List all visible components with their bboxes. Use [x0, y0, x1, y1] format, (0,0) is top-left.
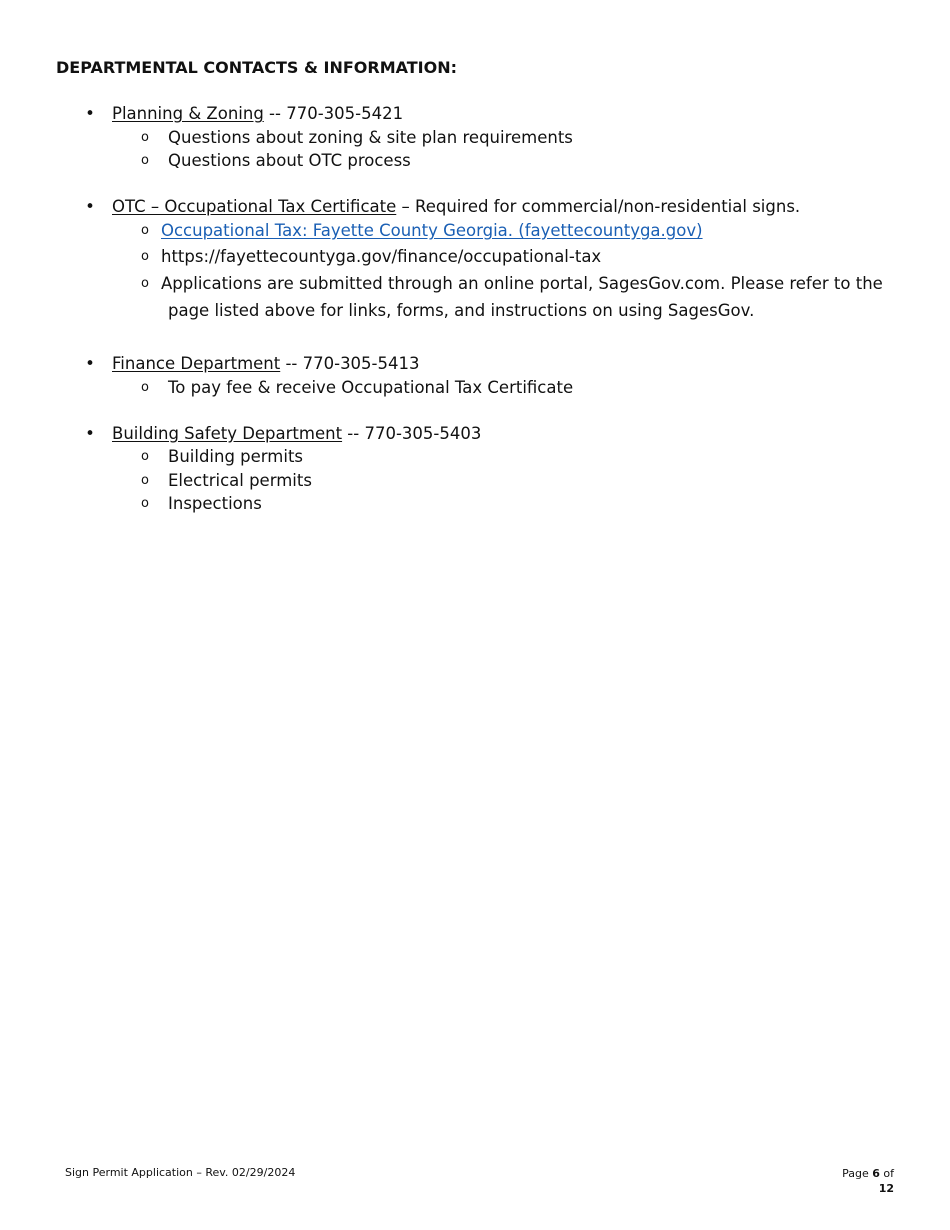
occupational-tax-url: https://fayettecountyga.gov/finance/occupational-tax [161, 247, 602, 266]
bullet-icon: • [85, 424, 95, 443]
sub-bullet-icon: o [141, 276, 149, 291]
section-phone: -- 770-305-5413 [280, 354, 420, 373]
section-title: OTC – Occupational Tax Certificate [112, 197, 397, 216]
sub-item-text: Electrical permits [168, 471, 312, 490]
bullet-icon: • [85, 197, 95, 216]
sub-item-text: To pay fee & receive Occupational Tax Certificate [168, 378, 574, 397]
bullet-icon: • [85, 354, 95, 373]
sub-item-text: Building permits [168, 447, 304, 466]
sub-bullet-icon: o [141, 449, 149, 464]
section-description: – Required for commercial/non-residential signs. [396, 197, 801, 216]
sub-bullet-icon: o [141, 223, 149, 238]
bullet-icon: • [85, 104, 95, 123]
occupational-tax-link[interactable]: Occupational Tax: Fayette County Georgia. (fayettecountyga.gov) [161, 221, 703, 240]
footer-page-number [842, 1166, 894, 1196]
section-title: Finance Department [112, 354, 281, 373]
footer-document-title: Sign Permit Application – Rev. 02/29/2024 [65, 1166, 296, 1179]
page-current: 6 [872, 1167, 880, 1180]
portal-note-line-2: page listed above for links, forms, and instructions on using SagesGov. [168, 301, 755, 320]
page-heading: DEPARTMENTAL CONTACTS & INFORMATION: [56, 58, 458, 77]
sub-bullet-icon: o [141, 496, 149, 511]
sub-bullet-icon: o [141, 249, 149, 264]
sub-item-text: Inspections [168, 494, 262, 513]
sub-bullet-icon: o [141, 130, 149, 145]
section-title: Building Safety Department [112, 424, 343, 443]
sub-bullet-icon: o [141, 473, 149, 488]
portal-note-line-1: Applications are submitted through an online portal, SagesGov.com. Please refer to the [161, 274, 883, 293]
section-title: Planning & Zoning [112, 104, 264, 123]
sub-item-text: Questions about zoning & site plan requirements [168, 128, 573, 147]
sub-bullet-icon: o [141, 380, 149, 395]
section-phone: -- 770-305-5421 [263, 104, 404, 123]
sub-item-text: Questions about OTC process [168, 151, 411, 170]
page-label: Page [842, 1167, 873, 1180]
page-of: of [879, 1167, 894, 1180]
section-phone: -- 770-305-5403 [342, 424, 482, 443]
page-total: 12 [878, 1182, 894, 1195]
sub-bullet-icon: o [141, 153, 149, 168]
